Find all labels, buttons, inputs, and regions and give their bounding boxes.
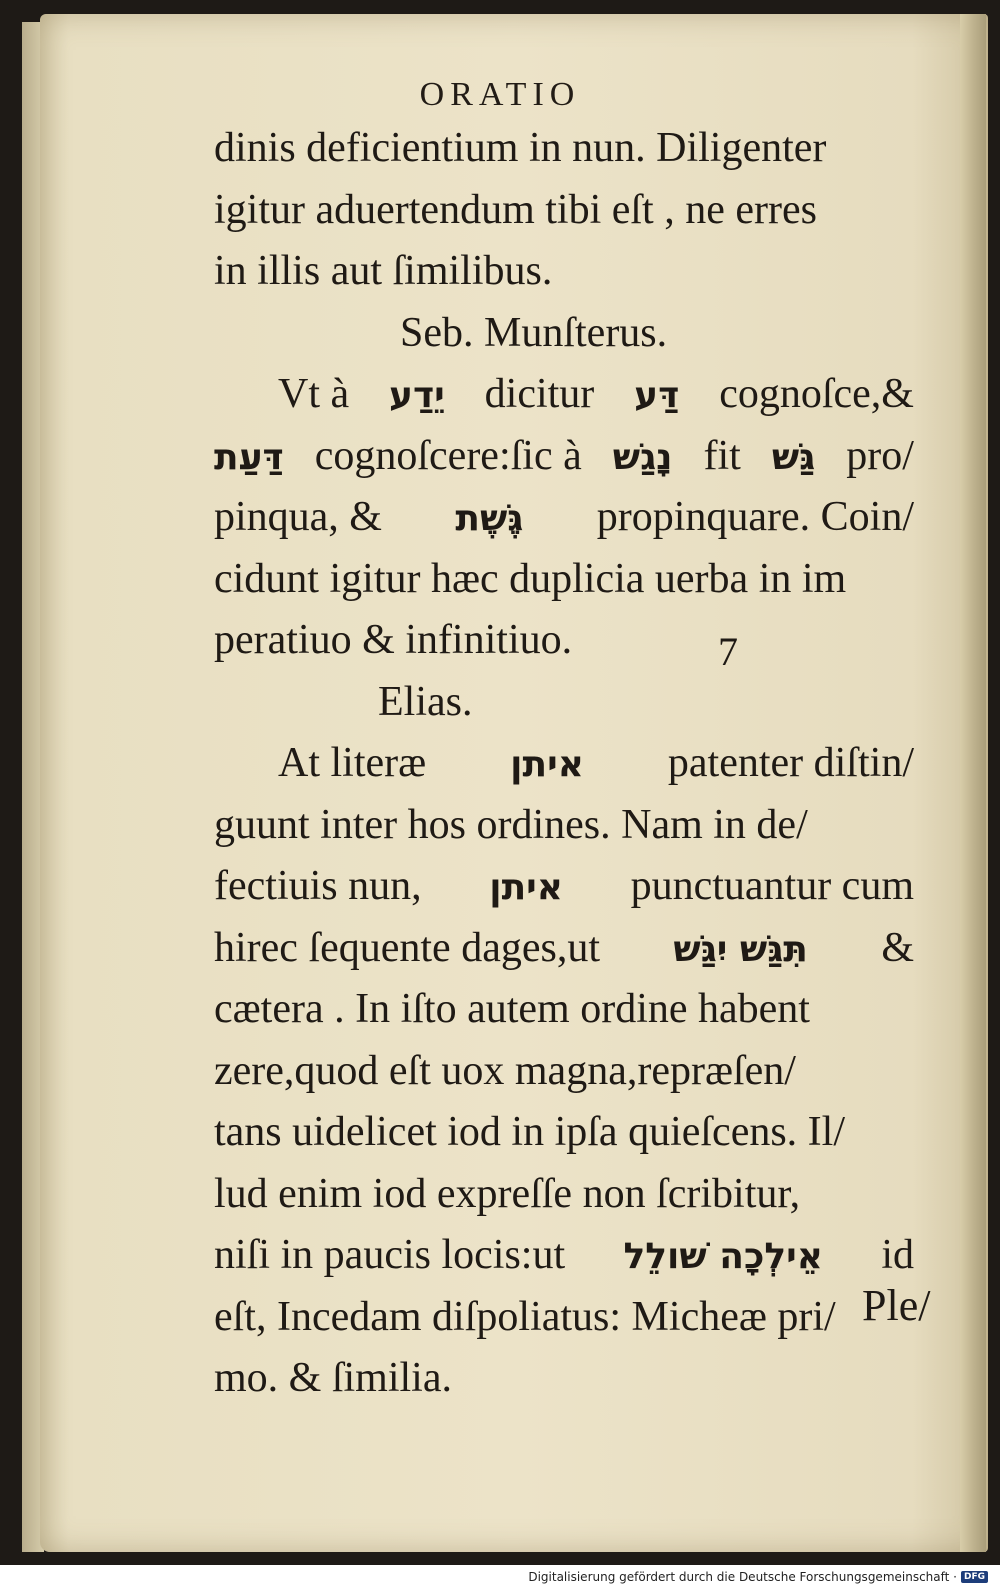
text-line: mo. & ſimilia. [214, 1355, 452, 1401]
page-edge-right [960, 14, 986, 1552]
text-line: Vt à יֵדַע dicitur דַּע cognoſce,& [214, 364, 914, 426]
hebrew-word: איתן [510, 744, 584, 785]
text-line: דַּעַת cognoſcere:ſic à נָגַשׁ fit גַּשׁ pro/ [214, 426, 914, 488]
section-heading: Elias. [378, 678, 473, 725]
digitization-credit [528, 1570, 988, 1584]
text-line: tans uidelicet iod in ipſa quieſcens. Il/ [214, 1109, 846, 1155]
text-line: pinqua, & גֶּשֶׁת propinquare. Coin/ [214, 487, 914, 549]
text-line: in illis aut ſimilibus. [214, 248, 553, 294]
text-line: igitur aduertendum tibi eſt , ne erres [214, 186, 817, 233]
hebrew-word: גֶּשֶׁת [455, 498, 524, 539]
text-line: dinis deficientium in nun. Diligenter [214, 125, 827, 171]
text-line: At literæ איתן patenter diſtin/ [214, 733, 914, 795]
text-line: hirec ſequente dages,ut תִּגַּשׁ יִגַּשׁ & [214, 918, 914, 980]
section-heading: Seb. Munſterus. [400, 309, 668, 356]
text-line: zere,quod eſt uox magna,repræſen/ [214, 1047, 796, 1094]
hebrew-word: דַּעַת [214, 436, 284, 478]
hebrew-word: תִּגַּשׁ יִגַּשׁ [673, 928, 808, 970]
hebrew-word: אֵילְכָה שׁולֵל [623, 1236, 823, 1277]
hebrew-word: גַּשׁ [771, 436, 816, 478]
text-line: eſt, Incedam diſpoliatus: Micheæ pri/ [214, 1293, 836, 1340]
text-line: niſi in paucis locis:ut אֵילְכָה שׁולֵל id [214, 1225, 914, 1287]
text-line: cidunt igitur hæc duplicia uerba in im [214, 555, 847, 602]
hebrew-word: דַּע [634, 375, 680, 416]
hebrew-word: יֵדַע [389, 375, 445, 416]
catchword: Ple/ [862, 1281, 931, 1330]
main-text-block [214, 118, 914, 1410]
credit-text: Digitalisierung gefördert durch die Deutsche Forschungsgemeinschaft · [528, 1570, 957, 1584]
hebrew-word: נָגַשׁ [612, 436, 673, 478]
text-line: guunt inter hos ordines. Nam in de/ [214, 801, 808, 848]
signature-mark: 7 [718, 629, 738, 674]
text-line: cætera . In iſto autem ordine habent [214, 986, 810, 1032]
hebrew-word: איתן [489, 867, 563, 908]
dfg-logo-icon: DFG [961, 1571, 988, 1583]
text-line: peratiuo & infinitiuo. [214, 617, 573, 663]
text-line: lud enim iod expreſſe non ſcribitur, [214, 1170, 801, 1217]
running-head: ORATIO [419, 76, 581, 113]
text-line: fectiuis nun, איתן punctuantur cum [214, 856, 914, 918]
